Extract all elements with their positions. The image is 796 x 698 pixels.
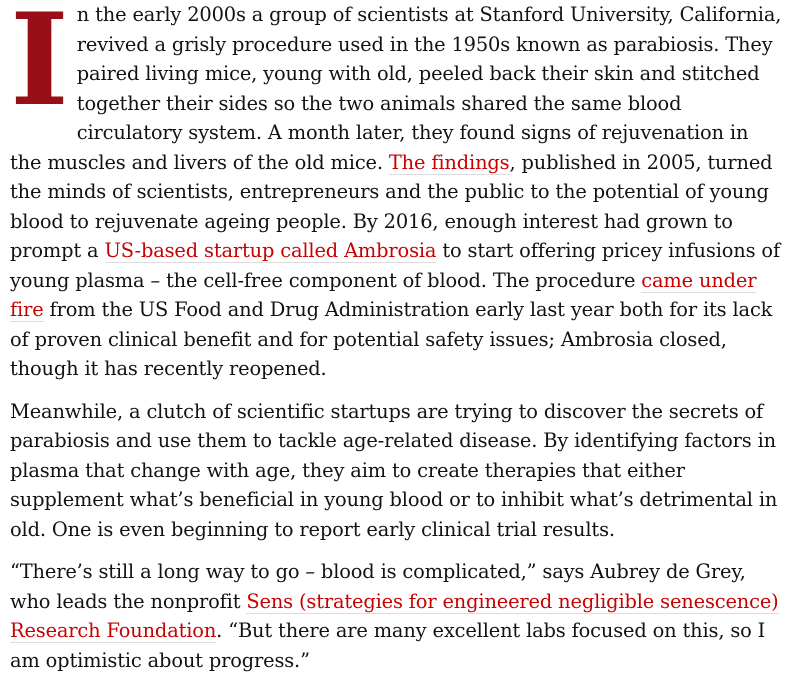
link-sens-research-foundation[interactable]: Sens (strategies for engineered negligible senescence) Research Foundation bbox=[10, 589, 779, 642]
paragraph-text: n the early 2000s a group of scientists at Stanford University, California, revived a grisly procedure used in the 1950s known as parabiosis. They paired living mice, young with old, peeled back their skin and stitched together their sides so the two animals shared the same blood circulatory system. A month later, they found signs of rejuvenation in the muscles and livers of the old mice. bbox=[10, 3, 782, 174]
drop-cap: I bbox=[10, 0, 69, 134]
paragraph-text: “There’s still a long way to go – blood is complicated,” says Aubrey de Grey, who leads the nonprofit bbox=[10, 560, 746, 613]
paragraph-quote bbox=[10, 557, 782, 675]
paragraph-text: from the US Food and Drug Administration early last year both for its lack of proven clinical benefit and for potential safety issues; Ambrosia closed, though it has recently reopened. bbox=[10, 298, 773, 380]
paragraph-startups bbox=[10, 397, 782, 545]
paragraph-text: Meanwhile, a clutch of scientific startups are trying to discover the secrets of parabiosis and use them to tackle age-related disease. By identifying factors in plasma that change with age, they aim to create therapies that either supplement what’s beneficial in young blood or to inhibit what’s detrimental in old. One is even beginning to report early clinical trial results. bbox=[10, 399, 778, 541]
link-came-under-fire[interactable]: came under fire bbox=[10, 268, 757, 321]
paragraph-intro bbox=[10, 0, 782, 384]
paragraph-text: , published in 2005, turned the minds of scientists, entrepreneurs and the public to the potential of young blood to rejuvenate ageing people. By 2016, enough interest had grown to prompt a bbox=[10, 150, 773, 262]
link-ambrosia-startup[interactable]: US-based startup called Ambrosia bbox=[104, 239, 437, 262]
paragraph-text: . “But there are many excellent labs focused on this, so I am optimistic about progress.” bbox=[10, 619, 766, 672]
paragraph-text: to start offering pricey infusions of young plasma – the cell-free component of blood. The procedure bbox=[10, 239, 780, 292]
link-the-findings[interactable]: The findings bbox=[388, 150, 510, 174]
